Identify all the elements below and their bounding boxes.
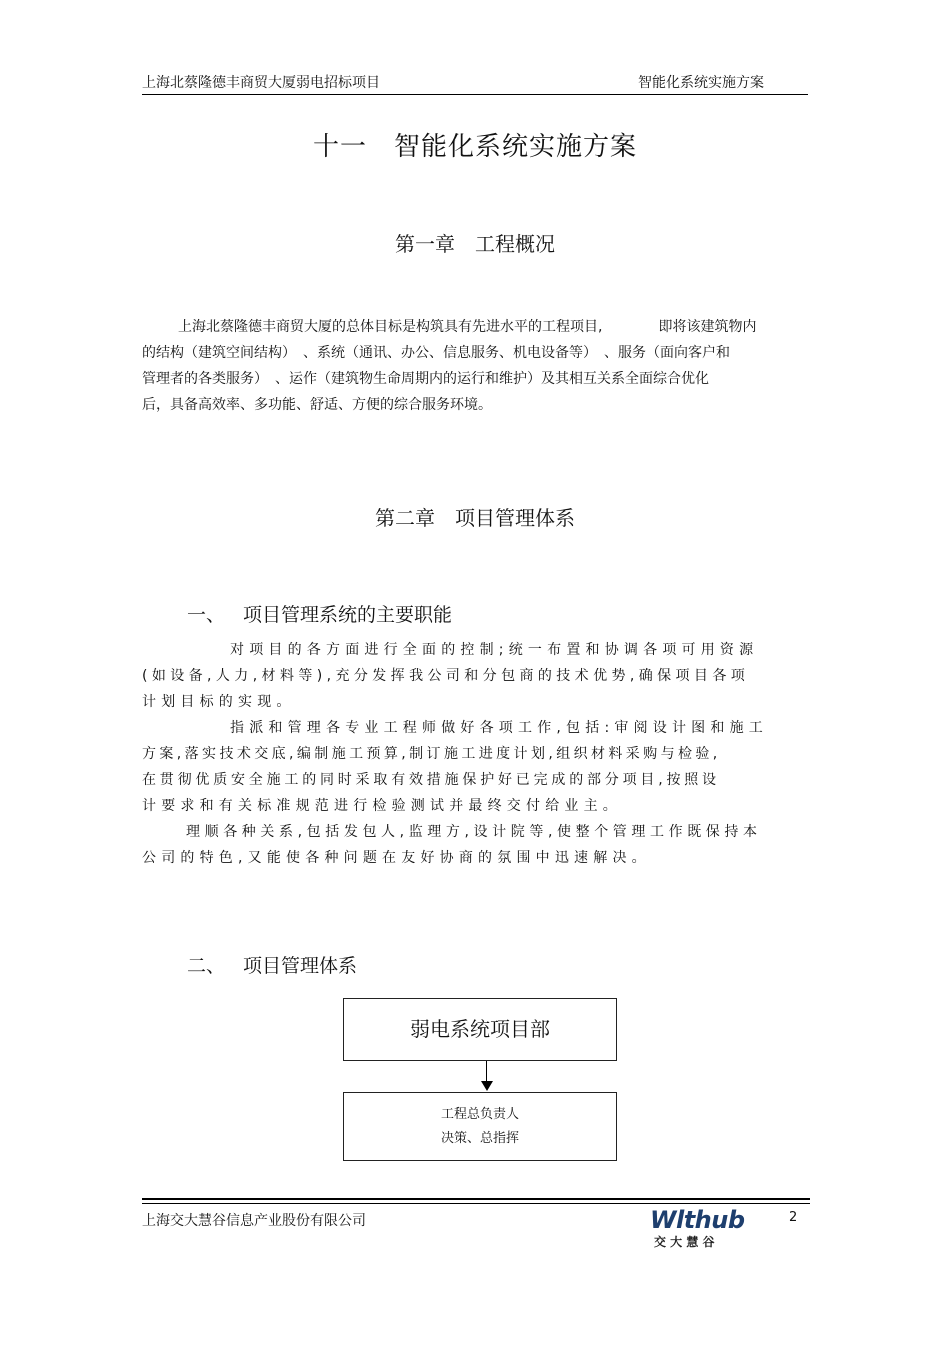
paragraph-line: 理顺各种关系,包括发包人,监理方,设计院等,使整个管理工作既保持本: [186, 824, 762, 840]
header-left: 上海北蔡隆德丰商贸大厦弱电招标项目: [142, 75, 380, 91]
paragraph-line: 在贯彻优质安全施工的同时采取有效措施保护好已完成的部分项目,按照设: [142, 772, 720, 788]
paragraph-line: 指派和管理各专业工程师做好各项工作,包括:审阅设计图和施工: [230, 720, 768, 736]
org-connector-line: [486, 1061, 487, 1083]
paragraph-line: (如设备,人力,材料等),充分发挥我公司和分包商的技术优势,确保项目各项: [142, 668, 750, 684]
paragraph-line: 公司的特色,又能使各种问题在友好协商的氛围中迅速解决。: [142, 850, 651, 866]
section1-number: 一、: [187, 604, 226, 626]
paragraph-line: 管理者的各类服务） 、运作（建筑物生命周期内的运行和维护）及其相互关系全面综合优化: [142, 371, 709, 387]
chapter1-heading: 第一章 工程概况: [395, 232, 555, 256]
paragraph-line: 方案,落实技术交底,编制施工预算,制订施工进度计划,组织材料采购与检验,: [142, 746, 721, 762]
org-box-project-department: 弱电系统项目部: [343, 998, 617, 1061]
paragraph-line: 上海北蔡隆德丰商贸大厦的总体目标是构筑具有先进水平的工程项目, 即将该建筑物内: [178, 319, 757, 335]
page-number: 2: [789, 1210, 798, 1225]
logo-subtitle: 交 大 慧 谷: [654, 1235, 715, 1249]
logo-wordmark: Wlthub: [650, 1206, 745, 1234]
header-right: 智能化系统实施方案: [638, 75, 764, 91]
chapter2-heading: 第二章 项目管理体系: [375, 506, 575, 530]
paragraph-line: 对项目的各方面进行全面的控制;统一布置和协调各项可用资源: [230, 642, 759, 658]
org-box-line: 工程总负责人: [440, 1107, 519, 1122]
company-logo: [650, 1206, 746, 1254]
paragraph-line: 的结构（建筑空间结构） 、系统（通讯、办公、信息服务、机电设备等） 、服务（面向客户和: [142, 345, 730, 361]
section2-title: 项目管理体系: [243, 955, 358, 977]
org-box-chief-engineer: [343, 1092, 617, 1161]
org-box-line: 决策、总指挥: [440, 1131, 519, 1146]
paragraph-line: 计要求和有关标准规范进行检验测试并最终交付给业主。: [142, 798, 622, 814]
footer-divider-thin: [142, 1203, 810, 1204]
paragraph-line: 计划目标的实现。: [142, 694, 296, 710]
section1-body: [142, 637, 808, 871]
section1-title: 项目管理系统的主要职能: [243, 604, 453, 626]
footer-divider-thick: [142, 1198, 810, 1200]
footer-company: 上海交大慧谷信息产业股份有限公司: [142, 1213, 366, 1229]
page-title: 十一 智能化系统实施方案: [312, 132, 637, 162]
header-divider: [142, 94, 808, 95]
arrow-down-icon: [481, 1081, 493, 1091]
paragraph-line: 后，具备高效率、多功能、舒适、方便的综合服务环境。: [142, 397, 492, 413]
section2-number: 二、: [187, 955, 226, 977]
chapter1-paragraph: [142, 314, 808, 418]
